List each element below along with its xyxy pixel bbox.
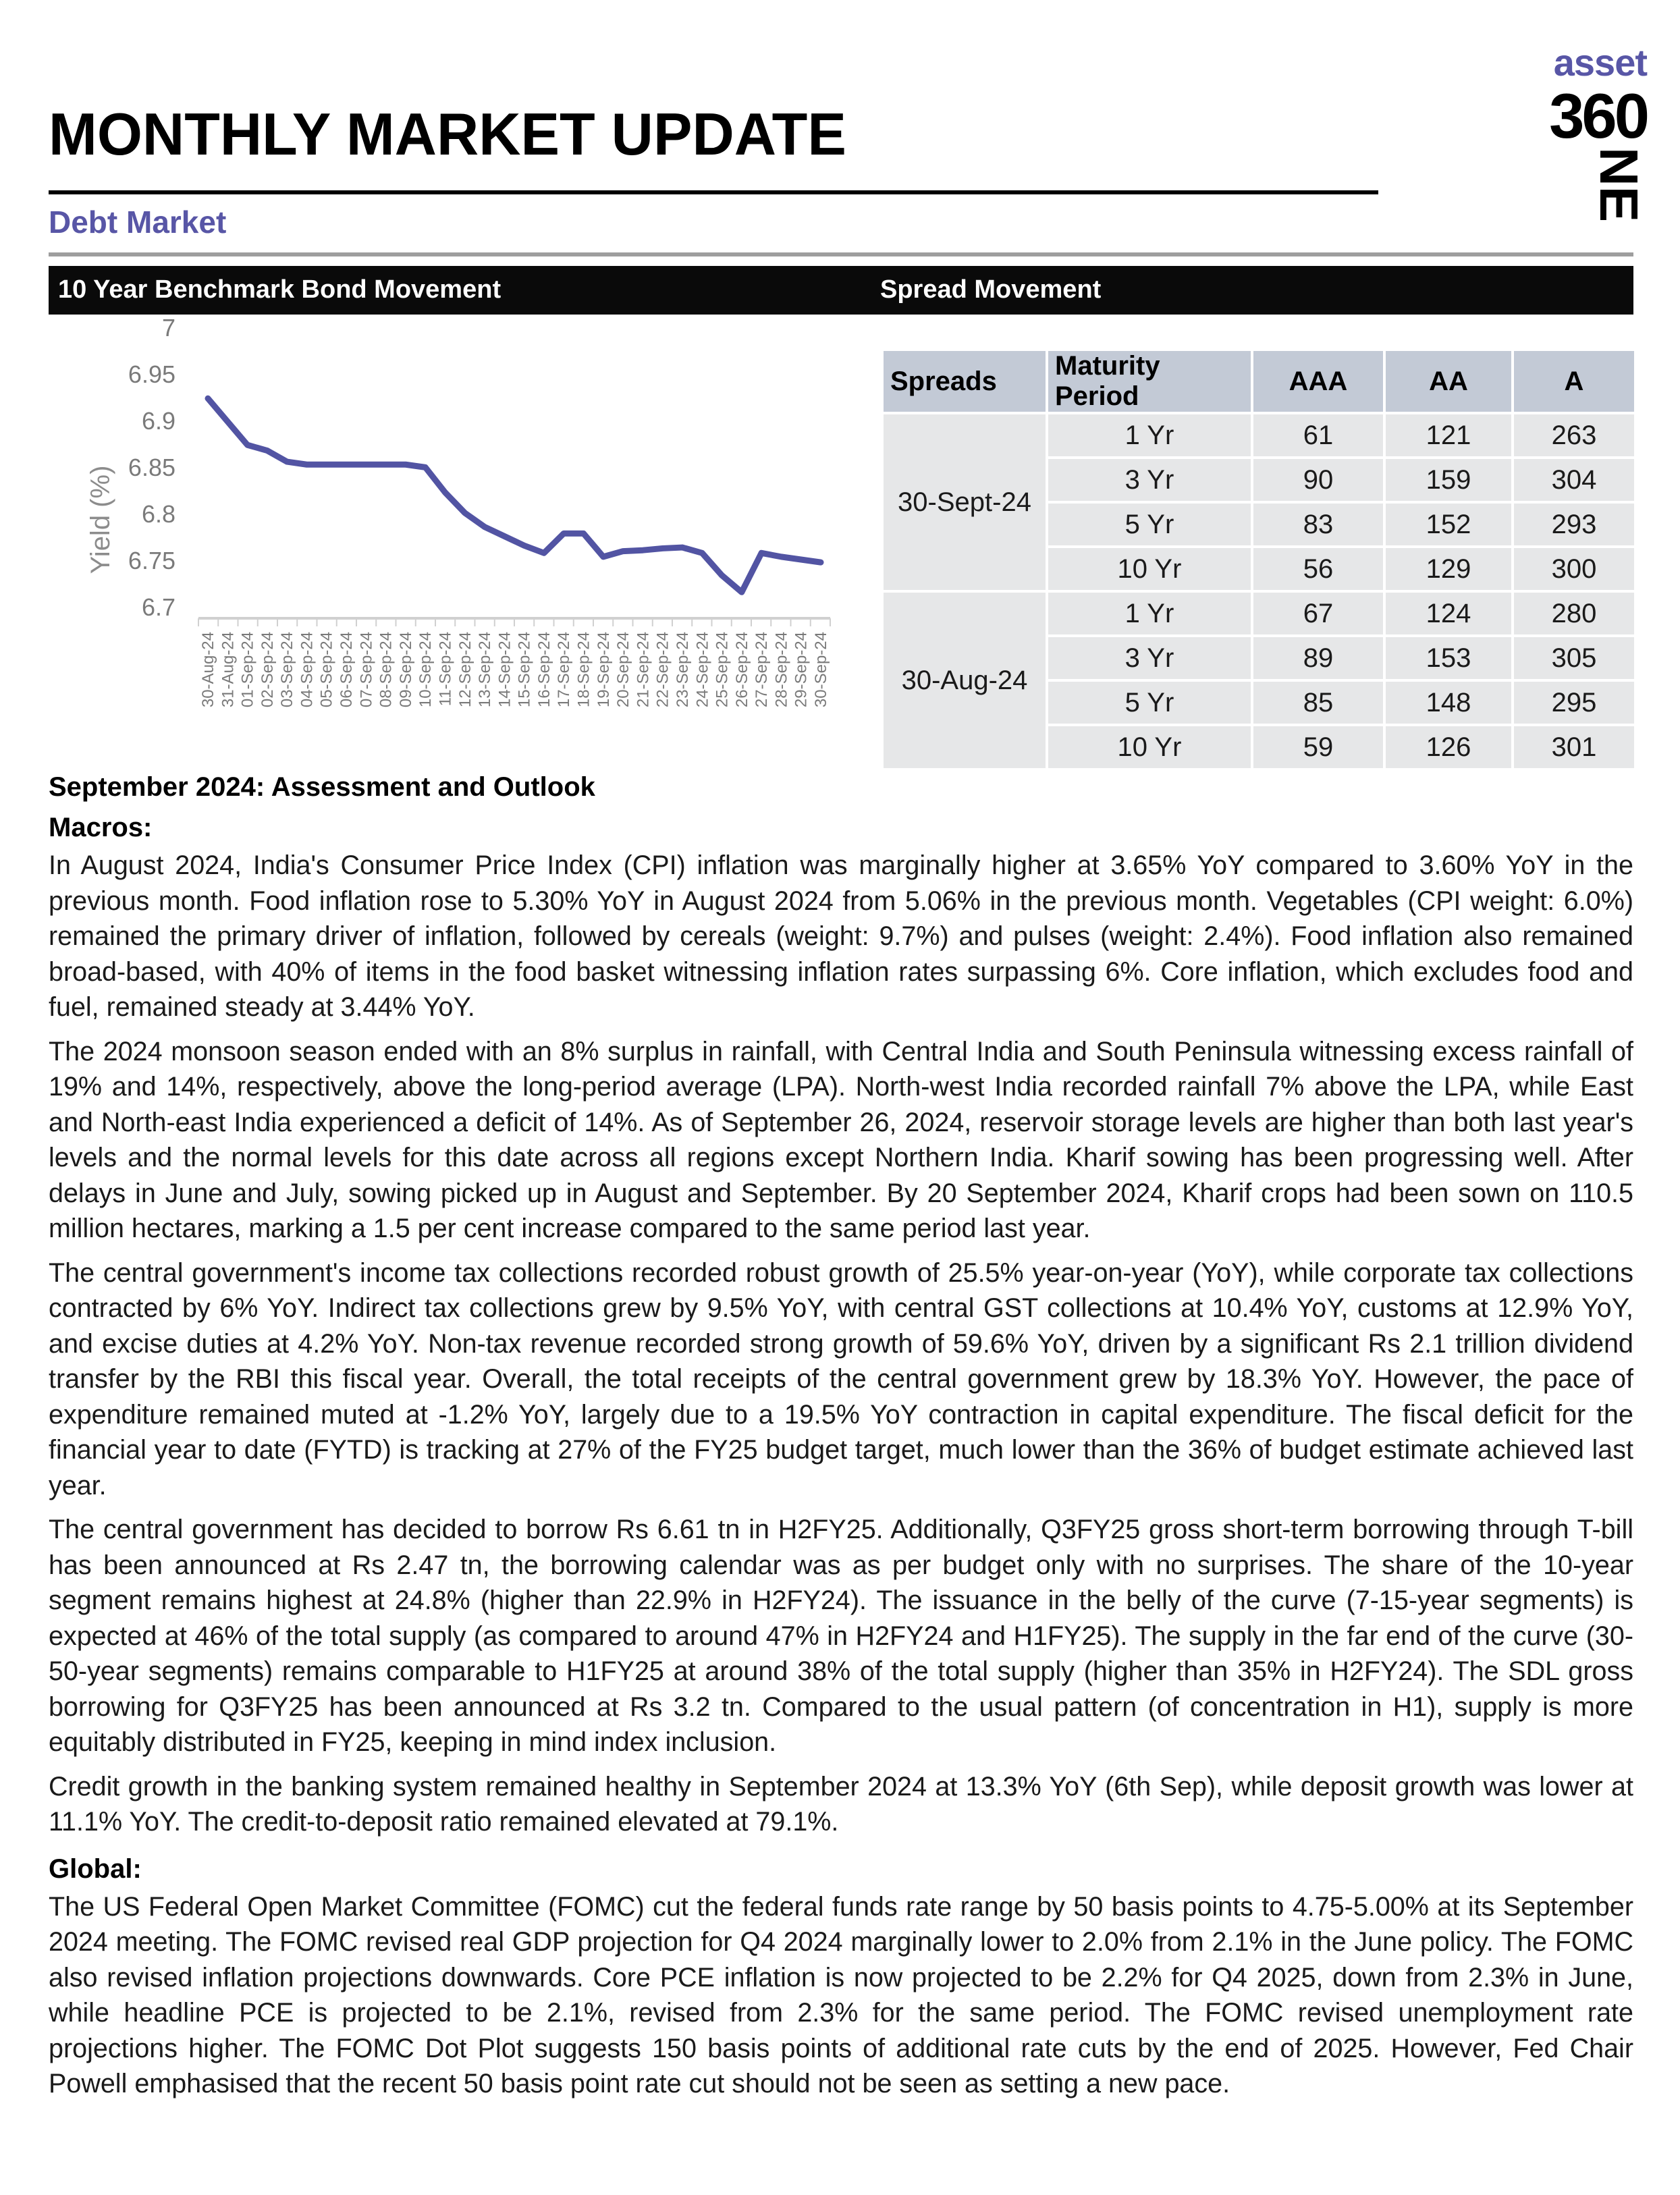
spread-a-cell: 280: [1514, 593, 1634, 634]
maturity-cell: 10 Yr: [1048, 726, 1251, 768]
spread-aa-cell: 124: [1386, 593, 1511, 634]
assessment-outlook: [49, 767, 1633, 2111]
spread-a-cell: 300: [1514, 548, 1634, 590]
x-tick-label: 10-Sep-24: [416, 632, 435, 708]
x-tick-label: 30-Aug-24: [199, 632, 217, 708]
x-tick-label: 20-Sep-24: [614, 632, 633, 708]
x-tick-label: 08-Sep-24: [377, 632, 396, 708]
x-tick-label: 03-Sep-24: [278, 632, 297, 708]
spread-aa-cell: 129: [1386, 548, 1511, 590]
x-tick-label: 04-Sep-24: [298, 632, 317, 708]
x-tick-label: 19-Sep-24: [594, 632, 613, 708]
spread-aaa-cell: 89: [1253, 637, 1383, 679]
x-tick-label: 26-Sep-24: [732, 632, 751, 708]
spread-aa-cell: 148: [1386, 682, 1511, 724]
header-spreads: Spreads: [884, 351, 1046, 412]
spread-aaa-cell: 85: [1253, 682, 1383, 724]
spread-aaa-cell: 83: [1253, 504, 1383, 545]
spread-aaa-cell: 59: [1253, 726, 1383, 768]
spread-a-cell: 304: [1514, 459, 1634, 501]
y-axis-label: Yield (%): [86, 465, 115, 574]
spread-aa-cell: 159: [1386, 459, 1511, 501]
y-tick-label: 6.9: [141, 407, 175, 435]
table-section-title: Spread Movement: [880, 275, 1102, 304]
spread-aa-cell: 126: [1386, 726, 1511, 768]
asset360one-logo: [1485, 40, 1647, 229]
x-tick-label: 23-Sep-24: [673, 632, 692, 708]
maturity-cell: 1 Yr: [1048, 414, 1251, 456]
header-aa: AA: [1386, 351, 1511, 412]
macros-paragraph: The central government's income tax collections recorded robust growth of 25.5% year-on-year (YoY), while corporate tax collections contracted by 6% YoY. Indirect tax collections grew by 9.5% YoY, with central GST collections at 10.4% YoY, customs at 12.9% YoY, and excise duties at 4.2% YoY. Non-tax revenue recorded strong growth of 59.6% YoY, driven by a significant Rs 2.1 trillion dividend transfer by the RBI this fiscal year. Overall, the total receipts of the central government grew by 18.3% YoY. However, the pace of expenditure remained muted at -1.2% YoY, largely due to a 19.5% YoY contraction in capital expenditure. The fiscal deficit for the financial year to date (FYTD) is tracking at 27% of the FY25 budget target, much lower than the 36% of budget estimate achieved last year.: [49, 1257, 1633, 1500]
spread-aa-cell: 121: [1386, 414, 1511, 456]
maturity-cell: 3 Yr: [1048, 637, 1251, 679]
page-title: MONTHLY MARKET UPDATE: [49, 101, 846, 167]
header-aaa: AAA: [1253, 351, 1383, 412]
logo-vertical-text: NE: [1589, 147, 1649, 223]
macros-paragraph: The central government has decided to borrow Rs 6.61 tn in H2FY25. Additionally, Q3FY25 gross short-term borrowing through T-bill has been announced at Rs 2.47 tn, the borrowing calendar was as per budget only with no surprises. The share of the 10-year segment remains highest at 24.8% (higher than 22.9% in H2FY24). The issuance in the belly of the curve (7-15-year segments) is expected at 46% of the total supply (as compared to around 47% in H2FY24 and H1FY25). The supply in the far end of the curve (30-50-year segments) remains comparable to H1FY25 at around 38% of the total supply (higher than 35% in H2FY24). The SDL gross borrowing for Q3FY25 has been announced at Rs 3.2 tn. Compared to the usual pattern (of concentration in H1), supply is more equitably distributed in FY25, keeping in mind index inclusion.: [49, 1515, 1633, 1757]
spread-aaa-cell: 56: [1253, 548, 1383, 590]
spread-date-cell: 30-Aug-24: [884, 593, 1046, 768]
spread-date-cell: 30-Sept-24: [884, 414, 1046, 590]
x-tick-label: 16-Sep-24: [535, 632, 553, 708]
table-row: [884, 414, 1634, 456]
x-tick-label: 09-Sep-24: [396, 632, 415, 708]
logo-number-text: 360: [1549, 80, 1647, 151]
y-tick-label: 6.7: [141, 593, 175, 621]
x-tick-label: 28-Sep-24: [772, 632, 791, 708]
spread-a-cell: 301: [1514, 726, 1634, 768]
macros-heading: Macros:: [49, 813, 153, 842]
global-heading: Global:: [49, 1853, 142, 1884]
x-tick-label: 01-Sep-24: [238, 632, 257, 708]
section-subtitle: Debt Market: [49, 205, 227, 240]
assessment-heading: September 2024: Assessment and Outlook: [49, 772, 595, 802]
header-a: A: [1514, 351, 1634, 412]
x-tick-label: 18-Sep-24: [574, 632, 593, 708]
maturity-cell: 1 Yr: [1048, 593, 1251, 634]
spread-aa-cell: 153: [1386, 637, 1511, 679]
x-tick-label: 29-Sep-24: [792, 632, 811, 708]
macros-paragraph: In August 2024, India's Consumer Price Index (CPI) inflation was marginally higher at 3.65% YoY compared to 3.60% YoY in the previous month. Food inflation rose to 5.30% YoY in August 2024 from 5.06% in the previous month. Vegetables (CPI weight: 6.0%) remained the primary driver of inflation, followed by cereals (weight: 9.7%) and pulses (weight: 2.4%). Food inflation also remained broad-based, with 40% of items in the food basket witnessing inflation rates surpassing 6%. Core inflation, which excludes food and fuel, remained steady at 3.44% YoY.: [49, 850, 1633, 1022]
y-tick-label: 6.75: [128, 547, 175, 574]
header-maturity: Maturity Period: [1048, 351, 1251, 412]
x-tick-label: 24-Sep-24: [693, 632, 712, 708]
spread-a-cell: 305: [1514, 637, 1634, 679]
x-tick-label: 27-Sep-24: [753, 632, 771, 708]
macros-paragraph: The 2024 monsoon season ended with an 8% surplus in rainfall, with Central India and South Peninsula witnessing excess rainfall of 19% and 14%, respectively, above the long-period average (LPA). North-west India recorded rainfall 7% above the LPA, while East and North-east India experienced a deficit of 14%. As of September 26, 2024, reservoir storage levels are higher than both last year's levels and the normal levels for this date across all regions except Northern India. Kharif sowing has been progressing well. After delays in June and July, sowing picked up in August and September. By 20 September 2024, Kharif crops had been sown on 110.5 million hectares, marking a 1.5 per cent increase compared to the same period last year.: [49, 1036, 1633, 1243]
table-header-row: [884, 351, 1634, 412]
x-tick-label: 06-Sep-24: [337, 632, 356, 708]
title-divider: [49, 190, 1378, 194]
spread-a-cell: 293: [1514, 504, 1634, 545]
global-paragraph: The US Federal Open Market Committee (FOMC) cut the federal funds rate range by 50 basis points to 4.75-5.00% at its September 2024 meeting. The FOMC revised real GDP projection for Q4 2024 marginally lower to 2.0% from 2.1% in the June policy. The FOMC also revised inflation projections downwards. Core PCE inflation is now projected to be 2.2% for Q4 2025, down from 2.3% in June, while headline PCE is projected to be 2.1%, revised from 2.3% for the same period. The FOMC revised unemployment rate projections higher. The FOMC Dot Plot suggests 150 basis points of additional rate cuts by the end of 2025. However, Fed Chair Powell emphasised that the recent 50 basis point rate cut should not be seen as setting a new pace.: [49, 1891, 1633, 2098]
x-tick-label: 31-Aug-24: [219, 632, 238, 708]
x-tick-label: 12-Sep-24: [456, 632, 475, 708]
spread-a-cell: 263: [1514, 414, 1634, 456]
x-tick-label: 21-Sep-24: [634, 632, 653, 708]
table-row: [884, 593, 1634, 634]
maturity-cell: 5 Yr: [1048, 504, 1251, 545]
spread-aaa-cell: 90: [1253, 459, 1383, 501]
chart-section-title: 10 Year Benchmark Bond Movement: [58, 275, 502, 304]
x-tick-label: 22-Sep-24: [653, 632, 672, 708]
bond-yield-chart: [49, 317, 852, 749]
x-tick-label: 30-Sep-24: [812, 632, 830, 708]
y-tick-label: 7: [161, 317, 175, 342]
spread-aa-cell: 152: [1386, 504, 1511, 545]
y-tick-label: 6.85: [128, 454, 175, 481]
spread-a-cell: 295: [1514, 682, 1634, 724]
maturity-cell: 5 Yr: [1048, 682, 1251, 724]
x-tick-label: 13-Sep-24: [476, 632, 495, 708]
x-tick-label: 02-Sep-24: [258, 632, 277, 708]
spread-aaa-cell: 61: [1253, 414, 1383, 456]
logo-asset-text: asset: [1553, 41, 1647, 84]
y-tick-label: 6.95: [128, 360, 175, 388]
x-tick-label: 11-Sep-24: [436, 632, 455, 707]
subtitle-divider: [49, 252, 1633, 256]
section-header-bar: [49, 266, 1633, 315]
x-tick-label: 05-Sep-24: [317, 632, 336, 708]
x-tick-label: 25-Sep-24: [713, 632, 732, 708]
x-tick-label: 07-Sep-24: [357, 632, 376, 708]
spread-movement-table: [881, 348, 1637, 771]
x-tick-label: 14-Sep-24: [495, 632, 514, 708]
macros-paragraph: Credit growth in the banking system remained healthy in September 2024 at 13.3% YoY (6th Sep), while deposit growth was lower at 11.1% YoY. The credit-to-deposit ratio remained elevated at 79.1%.: [49, 1771, 1633, 1837]
y-tick-label: 6.8: [141, 500, 175, 528]
spread-aaa-cell: 67: [1253, 593, 1383, 634]
maturity-cell: 10 Yr: [1048, 548, 1251, 590]
x-tick-label: 17-Sep-24: [555, 632, 574, 708]
maturity-cell: 3 Yr: [1048, 459, 1251, 501]
x-tick-label: 15-Sep-24: [515, 632, 534, 708]
yield-series-line: [208, 398, 821, 592]
